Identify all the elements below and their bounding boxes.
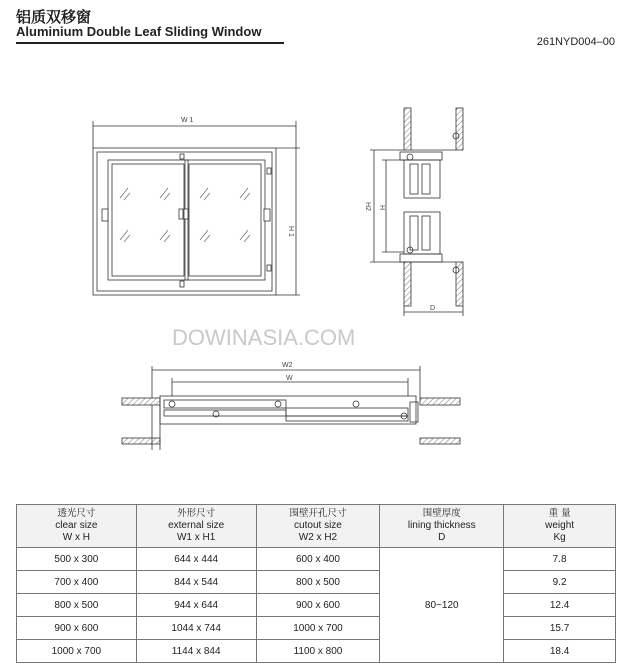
header-clear-size: 透光尺寸 clear size W x H bbox=[17, 505, 137, 548]
cell-cutout-size: 800 x 500 bbox=[256, 571, 380, 594]
cell-external-size: 944 x 644 bbox=[136, 594, 256, 617]
title-chinese: 铝质双移窗 bbox=[16, 8, 92, 26]
table-row bbox=[17, 617, 616, 640]
dim-label-d: D bbox=[430, 305, 436, 312]
cell-clear-size: 700 x 400 bbox=[17, 571, 137, 594]
cell-clear-size: 900 x 600 bbox=[17, 617, 137, 640]
cell-clear-size: 500 x 300 bbox=[17, 548, 137, 571]
table-row bbox=[17, 594, 616, 617]
cell-clear-size: 1000 x 700 bbox=[17, 640, 137, 663]
header-external-size: 外形尺寸 external size W1 x H1 bbox=[136, 505, 256, 548]
cell-weight: 7.8 bbox=[504, 548, 616, 571]
front-elevation bbox=[93, 121, 300, 295]
header-weight: 重 量 weight Kg bbox=[504, 505, 616, 548]
header-cutout-size: 围壁开孔尺寸 cutout size W2 x H2 bbox=[256, 505, 380, 548]
cell-cutout-size: 900 x 600 bbox=[256, 594, 380, 617]
cell-weight: 18.4 bbox=[504, 640, 616, 663]
cell-weight: 9.2 bbox=[504, 571, 616, 594]
cell-external-size: 844 x 544 bbox=[136, 571, 256, 594]
header-lining-thickness: 围壁厚度 lining thickness D bbox=[380, 505, 504, 548]
document-code: 261NYD004–00 bbox=[536, 36, 615, 48]
specification-table bbox=[16, 504, 616, 663]
cell-cutout-size: 1000 x 700 bbox=[256, 617, 380, 640]
table-header-row bbox=[17, 505, 616, 548]
cell-lining-thickness: 80~120 bbox=[380, 548, 504, 663]
cell-external-size: 644 x 444 bbox=[136, 548, 256, 571]
dim-label-w2: W2 bbox=[282, 362, 293, 369]
cell-clear-size: 800 x 500 bbox=[17, 594, 137, 617]
cell-external-size: 1144 x 844 bbox=[136, 640, 256, 663]
dim-label-w: W bbox=[286, 375, 293, 382]
table-row bbox=[17, 548, 616, 571]
cell-weight: 15.7 bbox=[504, 617, 616, 640]
dim-label-h2: H2 bbox=[364, 202, 371, 211]
dim-label-w1: W 1 bbox=[181, 117, 194, 124]
dim-label-h: H bbox=[378, 205, 385, 211]
cell-external-size: 1044 x 744 bbox=[136, 617, 256, 640]
cell-weight: 12.4 bbox=[504, 594, 616, 617]
side-section bbox=[370, 108, 463, 316]
table-row bbox=[17, 571, 616, 594]
table-row bbox=[17, 640, 616, 663]
title-english: Aluminium Double Leaf Sliding Window bbox=[16, 24, 262, 39]
cell-cutout-size: 600 x 400 bbox=[256, 548, 380, 571]
watermark: DOWINASIA.COM bbox=[172, 325, 356, 350]
dim-label-h1: H 1 bbox=[287, 226, 294, 237]
cell-cutout-size: 1100 x 800 bbox=[256, 640, 380, 663]
